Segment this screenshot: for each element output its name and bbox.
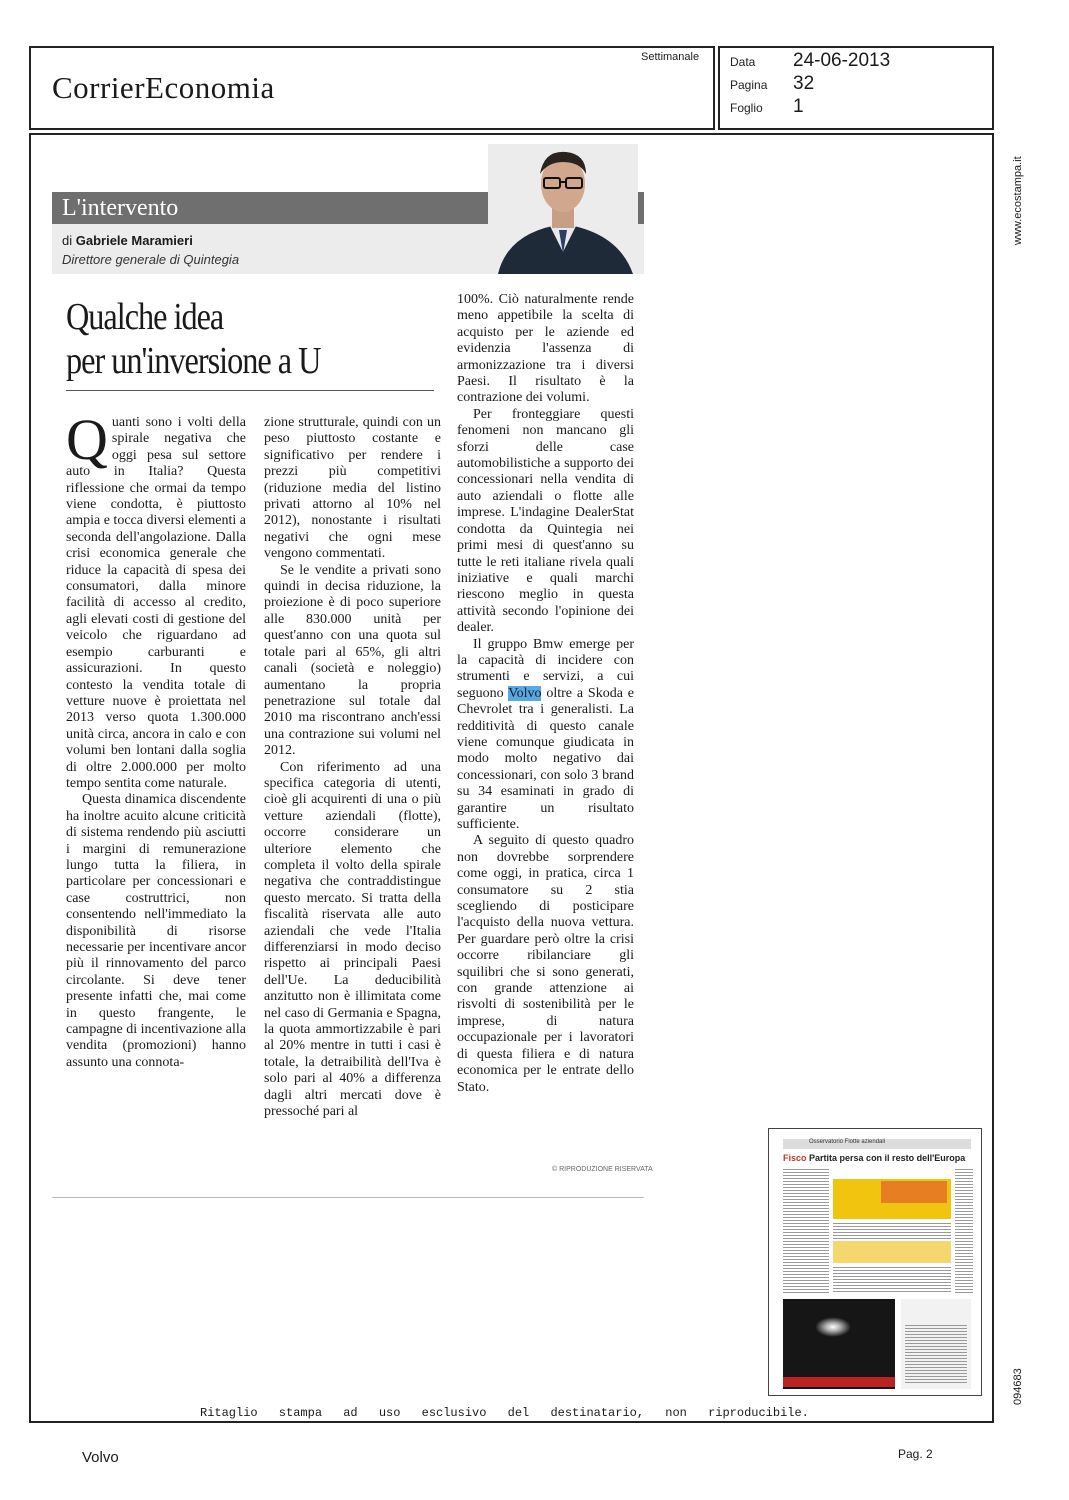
thumbnail-ad-image: [783, 1299, 895, 1389]
footer-keyword: Volvo: [82, 1449, 119, 1466]
headline-line-1: Qualche idea: [66, 296, 224, 338]
paragraph-text: oltre a Skoda e Chevrolet tra i generalisti. La redditività di questo canale viene comunque giudicata in modo molto negativo dai concessionari, con solo 3 brand su 34 esaminati in grado di garantire un risultato sufficiente.: [457, 685, 634, 832]
page-value: 32: [793, 73, 815, 94]
thumbnail-text-block: [833, 1223, 951, 1239]
byline-prefix: di: [62, 233, 73, 248]
thumbnail-table: [833, 1241, 951, 1263]
thumbnail-ad-banner: [783, 1377, 895, 1387]
headline-rule: [66, 390, 434, 391]
paragraph: Se le vendite a privati sono quindi in decisa riduzione, la proiezione è di poco superiore alle 830.000 unità per quest'anno con una quota sul totale pari al 65%, gli altri canali (società e noleggio) aumentano la propria penetrazione sul totale dal 2010 ma riscontrano anch'essi una contrazione sui volumi nel 2012.: [264, 562, 441, 759]
paragraph: [457, 637, 634, 834]
thumbnail-text-block: [783, 1169, 829, 1293]
article-column-1: [66, 407, 246, 1071]
section-title: L'intervento: [62, 195, 179, 221]
thumbnail-chart-accent: [881, 1181, 947, 1203]
highlighted-keyword: Volvo: [508, 685, 542, 701]
thumbnail-title-tag: Fisco: [783, 1153, 807, 1163]
paragraph: zione strutturale, quindi con un peso piuttosto costante e significativo per rendere i prezzi più competitivi (riduzione media del listino privati attorno al 10% nel 2012), nonostante i risultati negativi che ogni mese vengono commentati.: [264, 415, 441, 562]
copyright-note: © RIPRODUZIONE RISERVATA: [552, 1166, 653, 1173]
author-role: Direttore generale di Quintegia: [62, 252, 240, 267]
paragraph: Questa dinamica discendente ha inoltre acuito alcune criticità di sistema rendendo più asciutti i margini di remunerazione lungo tutta la filiera, in particolare per concessionari e case costruttrici, non consentendo nell'immediato la disponibilità di risorse necessarie per incentivare ancor più il rinnovamento del parco circolante. Si deve tener presente infatti che, mai come in questo frangente, le campagne di incentivazione alla vendita (promozioni) hanno assunto una connota-: [66, 792, 246, 1070]
thumbnail-ad-light: [815, 1317, 851, 1337]
clipping-code: 094683: [1012, 1368, 1024, 1405]
sheet-label: Foglio: [730, 101, 763, 115]
paragraph: [66, 407, 246, 792]
thumbnail-text-block: [833, 1267, 951, 1293]
paragraph: A seguito di questo quadro non dovrebbe sorprendere come oggi, in pratica, circa 1 consumatore su 2 stia scegliendo di posticipare l'acquisto della nuova vettura. Per guardare però oltre la crisi occorre ribilanciare gli squilibri che si sono generati, con grande attenzione ai risvolti di sostenibilità per le imprese, di natura occupazionale per i lavoratori di questa filiera e di natura economica per le entrate dello Stato.: [457, 833, 634, 1095]
paragraph: 100%. Ciò naturalmente rende meno appetibile la scelta di acquisto per le aziende ed evidenzia l'assenza di armonizzazione tra i diversi Paesi. Il risultato è la contrazione dei volumi.: [457, 292, 634, 406]
thumbnail-title: [783, 1153, 965, 1163]
byline: [62, 233, 193, 248]
paragraph: Per fronteggiare questi fenomeni non mancano gli sforzi delle case automobilistiche a supporto dei concessionari nella vendita di auto aziendali o flotte alle imprese. L'indagine DealerStat condotta da Quintegia nei primi mesi di quest'anno su tutte le reti italiane rivela quali iniziative e quali marchi riescono meglio in questa attività secondo l'opinione dei dealer.: [457, 406, 634, 636]
footer-page-number: Pag. 2: [898, 1447, 933, 1461]
paragraph: Con riferimento ad una specifica categoria di utenti, cioè gli acquirenti di una o più vetture aziendali (flotte), occorre considerare un ulteriore elemento che completa il volto della spirale negativa che contraddistingue questo mercato. Si tratta della fiscalità riservata alle auto aziendali che vede l'Italia differenziarsi in modo deciso rispetto ai principali Paesi dell'Ue. La deducibilità anzitutto non è illimitata come nel caso di Germania e Spagna, la quota ammortizzabile è pari al 20% mentre in tutti i casi è totale, la detraibilità dell'Iva è solo pari al 40% a differenza dagli altri mercati dove è pressoché pari al: [264, 759, 441, 1120]
source-url: www.ecostampa.it: [1012, 156, 1024, 245]
drop-cap: Q: [66, 407, 108, 472]
author-portrait: [488, 144, 638, 274]
paragraph-text: uanti sono i volti della spirale negativa che oggi pesa sul settore auto in Italia? Questa riflessione che ormai da tempo viene condotta, è piuttosto ampia e tocca diversi elementi a seconda dell'angolazione. Dalla crisi economica generale che riduce la capacità di spesa dei consumatori, dalla minore facilità di accesso al credito, agli elevati costi di gestione del veicolo che riguardano ad esempio carburanti e assicurazioni. In questo contesto la vendita totale di vetture nuove è proiettata nel 2013 verso quota 1.300.000 unità circa, ancora in calo e con volumi ben lontani dalla soglia di oltre 2.000.000 per molto tempo sentita come naturale.: [66, 415, 246, 791]
page-label: Pagina: [730, 78, 768, 92]
thumbnail-text-block: [905, 1325, 967, 1385]
sheet-value: 1: [793, 96, 804, 117]
disclaimer: Ritaglio stampa ad uso esclusivo del destinatario, non riproducibile.: [200, 1406, 809, 1420]
article-column-3: [457, 292, 634, 1096]
paragraph-text: Il gruppo Bmw emerge per la capacità di incidere con strumenti e servizi, a cui seguono: [457, 636, 634, 701]
headline: [66, 295, 372, 383]
page-thumbnail: [768, 1128, 982, 1396]
masthead-logo: CorrierEconomia: [52, 70, 275, 105]
date-value: 24-06-2013: [793, 50, 891, 71]
thumbnail-title-text: Partita persa con il resto dell'Europa: [809, 1153, 966, 1163]
date-label: Data: [730, 55, 756, 69]
frequency-label: Settimanale: [641, 51, 700, 63]
thumbnail-text-block: [955, 1169, 973, 1293]
headline-line-2: per un'inversione a U: [66, 340, 321, 382]
author-name: Gabriele Maramieri: [75, 233, 193, 248]
article-column-2: [264, 415, 441, 1120]
thumbnail-header: Osservatorio Flotte aziendali: [809, 1139, 886, 1145]
